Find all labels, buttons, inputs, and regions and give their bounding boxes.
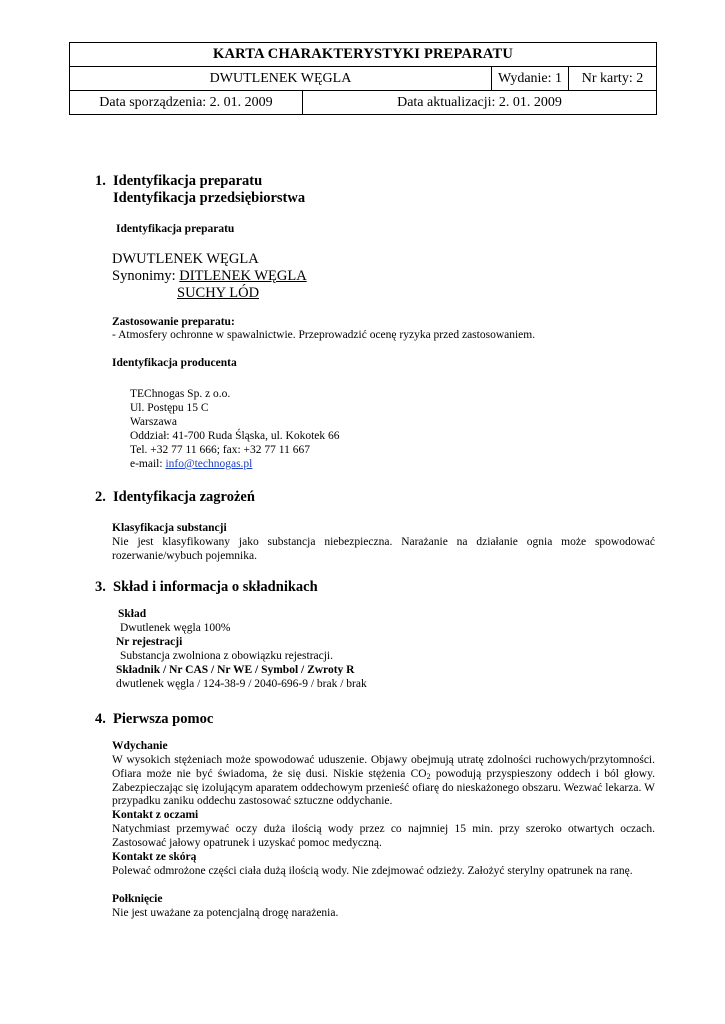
email-label: e-mail: bbox=[130, 458, 166, 470]
synonym-1: DITLENEK WĘGLA bbox=[179, 268, 307, 284]
email-link[interactable]: info@technogas.pl bbox=[165, 458, 253, 470]
eye-contact-text: Natychmiast przemywać oczy duża ilością wody przez co najmniej 15 min. przy szeroko otwartych oczach. Zastosować jałowy opatrunek i uzyskać pomoc medyczną. bbox=[112, 823, 655, 849]
section-1-number: 1. bbox=[95, 173, 106, 189]
section-3-title: Skład i informacja o składnikach bbox=[113, 579, 318, 595]
producer-email bbox=[130, 458, 252, 472]
ingestion-title: Połknięcie bbox=[112, 893, 163, 905]
co2-subscript: 2 bbox=[426, 771, 431, 781]
component-header: Składnik / Nr CAS / Nr WE / Symbol / Zwroty R bbox=[116, 664, 355, 676]
header-table bbox=[69, 42, 657, 91]
synonyms bbox=[112, 267, 307, 285]
section-1-title: Identyfikacja preparatu bbox=[113, 173, 263, 189]
section-4-title: Pierwsza pomoc bbox=[113, 711, 214, 727]
inhalation-title: Wdychanie bbox=[112, 740, 168, 752]
composition-text: Dwutlenek węgla 100% bbox=[120, 622, 231, 634]
header-dates bbox=[69, 90, 657, 115]
date-created: Data sporządzenia: 2. 01. 2009 bbox=[70, 91, 303, 115]
section-4-number: 4. bbox=[95, 711, 106, 727]
component-row: dwutlenek węgla / 124-38-9 / 2040-696-9 / brak / brak bbox=[116, 678, 367, 690]
producer-title: Identyfikacja producenta bbox=[112, 357, 237, 369]
date-updated: Data aktualizacji: 2. 01. 2009 bbox=[303, 91, 657, 115]
inhalation-text-b: powodują przyspieszony oddech i ból głowy. Zabezpieczając się izolującym aparatem oddechowym przenieść ofiarę do nieskażonego obszaru. Wezwać lekarza. W przypadku zaniku oddechu zastosować sztuczne oddychanie. bbox=[112, 767, 655, 808]
card-number: Nr karty: 2 bbox=[569, 67, 657, 91]
usage-title: Zastosowanie preparatu: bbox=[112, 316, 235, 328]
edition: Wydanie: 1 bbox=[492, 67, 569, 91]
product-name-main: DWUTLENEK WĘGLA bbox=[112, 251, 259, 267]
section-2-number: 2. bbox=[95, 489, 106, 505]
subsection-prep-id: Identyfikacja preparatu bbox=[116, 223, 235, 235]
skin-contact-title: Kontakt ze skórą bbox=[112, 851, 197, 863]
inhalation-text bbox=[112, 754, 655, 809]
composition-title: Skład bbox=[118, 608, 147, 620]
synonym-2: SUCHY LÓD bbox=[177, 285, 260, 301]
section-1-title-2: Identyfikacja przedsiębiorstwa bbox=[113, 190, 306, 206]
producer-line: Warszawa bbox=[130, 416, 177, 428]
eye-contact-title: Kontakt z oczami bbox=[112, 809, 199, 821]
registration-title: Nr rejestracji bbox=[116, 636, 183, 648]
producer-line: TEChnogas Sp. z o.o. bbox=[130, 388, 231, 400]
inhalation-text-a: W wysokich stężeniach może spowodować uduszenie. Objawy obejmują utratę zdolności ruchowych/przytomności. Ofiara może nie być świadoma, że się dusi. Niskie stężenia CO bbox=[112, 754, 655, 780]
section-2-text: Nie jest klasyfikowany jako substancja niebezpieczna. Narażanie na działanie ognia może spowodować rozerwanie/wybuch pojemnika. bbox=[112, 536, 655, 562]
producer-line: Ul. Postępu 15 C bbox=[130, 402, 209, 414]
product-name: DWUTLENEK WĘGLA bbox=[70, 67, 492, 91]
section-2-title: Identyfikacja zagrożeń bbox=[113, 489, 255, 505]
registration-text: Substancja zwolniona z obowiązku rejestracji. bbox=[120, 650, 333, 662]
ingestion-text: Nie jest uważane za potencjalną drogę narażenia. bbox=[112, 907, 339, 919]
section-3-number: 3. bbox=[95, 579, 106, 595]
producer-line: Tel. +32 77 11 666; fax: +32 77 11 667 bbox=[130, 444, 310, 456]
section-2-subtitle: Klasyfikacja substancji bbox=[112, 522, 227, 534]
producer-line: Oddział: 41-700 Ruda Śląska, ul. Kokotek 66 bbox=[130, 430, 340, 442]
skin-contact-text: Polewać odmrożone części ciała dużą ilością wody. Nie zdejmować odzieży. Założyć sterylny opatrunek na ranę. bbox=[112, 865, 633, 877]
document-title: KARTA CHARAKTERYSTYKI PREPARATU bbox=[70, 43, 657, 67]
usage-text: - Atmosfery ochronne w spawalnictwie. Przeprowadzić ocenę ryzyka przed zastosowaniem. bbox=[112, 329, 536, 341]
synonyms-label: Synonimy: bbox=[112, 268, 180, 284]
